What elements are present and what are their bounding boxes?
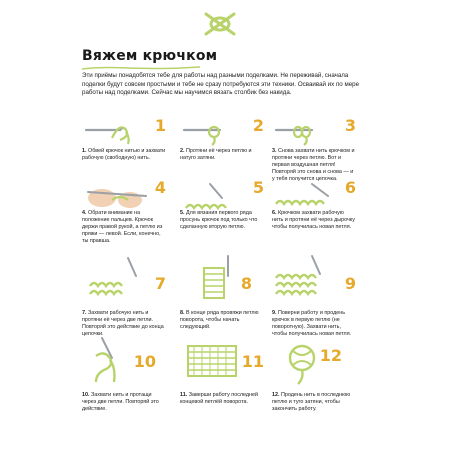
crochet-knot-icon [200,6,240,42]
step-number: 9 [344,274,356,293]
step-number: 6 [344,178,356,197]
step-number: 11 [241,352,264,371]
step-label: 12. [272,392,280,398]
step-number: 5 [252,178,264,197]
step-text: Заверши работу последней концевой петлёй поворота. [180,392,259,405]
step-label: 5. [180,210,185,216]
step-7 [82,254,168,342]
step-text: Захвати рабочую нить и протяни её через две петли. Повторяй это действие до конца цепочки. [82,310,164,337]
step-label: 10. [82,392,90,398]
step-illustration [180,254,266,304]
step-number: 2 [252,116,264,135]
step-text: Захвати нить и протащи через две петли. Повторяй это действие. [82,392,159,412]
step-label: 9. [272,310,277,316]
step-text: Крючком захвати рабочую нить и протяни её через дырочку чтобы получилась новая петля. [272,210,355,230]
step-label: 8. [180,310,185,316]
step-number: 10 [133,352,156,371]
step-label: 3. [272,148,277,154]
title-underline [82,64,202,72]
step-label: 6. [272,210,277,216]
intro-text: Эти приёмы понадобятся тебе для работы над разными поделками. Не переживай, сначала поделки будут совсем простыми и тебе не сразу потребуются эти техники. Осваивай их по мере работы над поделками. Сейчас мы научимся вязать столбик без накида. [82,72,360,97]
step-label: 4. [82,210,87,216]
step-number: 12 [319,346,342,365]
step-number: 4 [154,178,166,197]
step-9 [272,254,358,342]
step-text: В конце ряда провяжи петлю поворота, чтобы начать следующий. [180,310,259,330]
step-number: 7 [154,274,166,293]
step-illustration [272,336,358,386]
step-text: Обвей крючок нитью и захвати рабочую (свободную) нить. [82,148,166,161]
page-title: Вяжем крючком [82,48,218,64]
step-8 [180,254,266,342]
step-label: 7. [82,310,87,316]
step-text: Снова захвати нить крючком и протяни через петлю. Вот и первая воздушная петля! Повторяй это снова и снова — и у тебя получится цепочка. [272,148,355,182]
step-text: Для вязания первого ряда просунь крючок под только что сделанную вторую петлю. [180,210,258,230]
step-label: 11. [180,392,188,398]
step-10 [82,336,168,424]
step-11 [180,336,266,424]
step-label: 1. [82,148,87,154]
step-12 [272,336,358,424]
step-text: Продень нить в последнюю петлю и туго затяни, чтобы закончить работу. [272,392,351,412]
step-text: Поверни работу и продень крючок в первую петлю (не поворотную). Захвати нить, чтобы получилась новая петля. [272,310,352,337]
step-number: 8 [240,274,252,293]
step-number: 3 [344,116,356,135]
step-text: Обрати внимание на положение пальцев. Крючок держи правой рукой, а петлю из пряжи — левой. Если, конечно, ты правша. [82,210,163,244]
step-number: 1 [154,116,166,135]
step-text: Протяни её через петлю и натуго затяни. [180,148,252,161]
step-label: 2. [180,148,185,154]
